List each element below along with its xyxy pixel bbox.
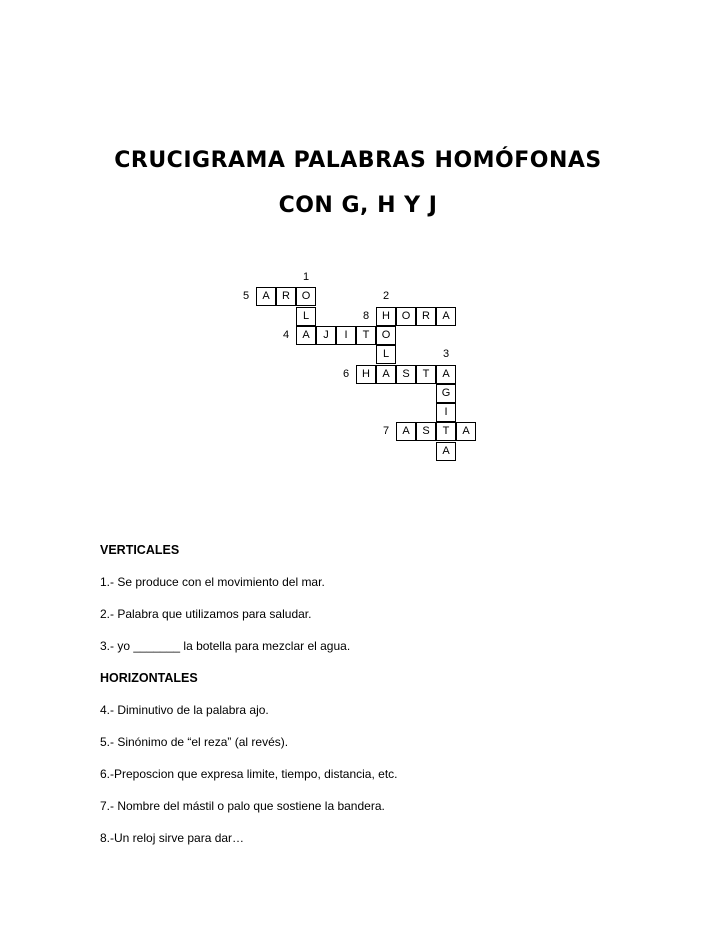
crossword-cell: A (296, 326, 316, 345)
page-subtitle: CON G, H Y J (278, 193, 438, 218)
crossword-cell: A (436, 307, 456, 326)
crossword-cell: L (376, 345, 396, 364)
crossword-cell: L (296, 307, 316, 326)
clue-horizontal-7: 7.- Nombre del mástil o palo que sostiene la bandera. (100, 799, 385, 813)
clue-horizontal-4: 4.- Diminutivo de la palabra ajo. (100, 703, 269, 717)
clue-number: 5 (242, 290, 250, 303)
horizontales-heading: HORIZONTALES (100, 671, 198, 685)
clue-number: 8 (362, 309, 370, 322)
clue-horizontal-6: 6.-Preposcion que expresa limite, tiempo, distancia, etc. (100, 767, 398, 781)
crossword-cell: A (376, 365, 396, 384)
page-title: CRUCIGRAMA PALABRAS HOMÓFONAS (114, 148, 602, 173)
clue-vertical-1: 1.- Se produce con el movimiento del mar. (100, 575, 325, 589)
crossword-cell: H (376, 307, 396, 326)
crossword-cell: A (436, 365, 456, 384)
crossword-cell: J (316, 326, 336, 345)
clue-number: 2 (382, 290, 390, 303)
crossword-cell: A (396, 422, 416, 441)
crossword-cell: O (296, 287, 316, 306)
clue-number: 6 (342, 367, 350, 380)
clue-horizontal-8: 8.-Un reloj sirve para dar… (100, 831, 245, 845)
crossword-cell: G (436, 384, 456, 403)
clue-number: 4 (282, 328, 290, 341)
crossword-cell: A (456, 422, 476, 441)
crossword-cell: O (396, 307, 416, 326)
crossword-cell: S (416, 422, 436, 441)
crossword-cell: R (416, 307, 436, 326)
clue-vertical-3: 3.- yo _______ la botella para mezclar el agua. (100, 639, 351, 653)
clue-vertical-2: 2.- Palabra que utilizamos para saludar. (100, 607, 312, 621)
crossword-cell: O (376, 326, 396, 345)
crossword-cell: I (336, 326, 356, 345)
crossword-cell: A (256, 287, 276, 306)
crossword-cell: T (436, 422, 456, 441)
crossword-cell: H (356, 365, 376, 384)
clue-horizontal-5: 5.- Sinónimo de “el reza” (al revés). (100, 735, 289, 749)
clue-number: 7 (382, 425, 390, 438)
crossword-cell: S (396, 365, 416, 384)
crossword-cell: I (436, 403, 456, 422)
crossword-cell: T (356, 326, 376, 345)
clue-number: 1 (302, 271, 310, 283)
verticales-heading: VERTICALES (100, 543, 180, 557)
clues-section (100, 540, 700, 848)
clue-number: 3 (442, 348, 450, 361)
crossword-cell: A (436, 442, 456, 461)
crossword-cell: T (416, 365, 436, 384)
crossword-cell: R (276, 287, 296, 306)
